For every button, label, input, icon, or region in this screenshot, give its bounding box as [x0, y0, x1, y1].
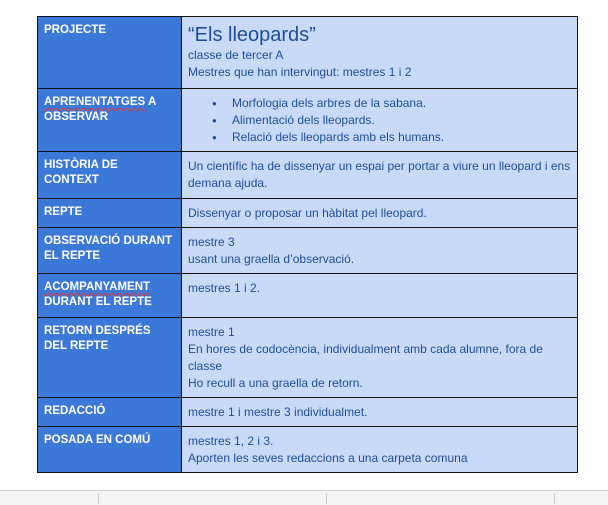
- table-row: [38, 398, 578, 427]
- row-label: HISTÒRIA DE CONTEXT: [38, 152, 182, 199]
- row-value[interactable]: [182, 152, 578, 199]
- bullet-list: [188, 95, 571, 146]
- row-label: REDACCIÓ: [38, 398, 182, 427]
- row-value[interactable]: [182, 398, 578, 427]
- value-line: classe de tercer A: [188, 48, 284, 62]
- value-line: mestre 3: [188, 235, 235, 249]
- row-value[interactable]: [182, 274, 578, 318]
- row-label: REPTE: [38, 199, 182, 228]
- row-label: [38, 274, 182, 318]
- toolbar-divider: [98, 494, 99, 504]
- label-rest: A OBSERVAR: [44, 96, 156, 123]
- row-value[interactable]: [182, 89, 578, 152]
- table-row: [38, 228, 578, 274]
- value-line: Mestres que han intervingut: mestres 1 i 2: [188, 65, 412, 79]
- value-line: mestre 1 i mestre 3 individualmet.: [188, 405, 368, 419]
- row-label: POSADA EN COMÚ: [38, 427, 182, 473]
- table-row: [38, 89, 578, 152]
- value-line: Un científic ha de dissenyar un espai per portar a viure un lleopard i ens demana ajuda.: [188, 159, 571, 190]
- value-line: mestres 1 i 2.: [188, 281, 261, 295]
- project-title: “Els lleopards”: [188, 24, 316, 46]
- value-line: mestres 1, 2 i 3.: [188, 434, 274, 448]
- value-line: Aporten les seves redaccions a una carpeta comuna: [188, 451, 468, 465]
- value-line: En hores de codocència, individualment amb cada alumne, fora de classe: [188, 342, 543, 373]
- value-line: usant una graella d’observació.: [188, 252, 355, 266]
- list-item: ● Morfologia dels arbres de la sabana.: [232, 95, 571, 112]
- row-value[interactable]: [182, 228, 578, 274]
- value-line: Ho recull a una graella de retorn.: [188, 376, 363, 390]
- row-label: [38, 89, 182, 152]
- table-row: [38, 274, 578, 318]
- table-row: [38, 17, 578, 89]
- row-value[interactable]: [182, 17, 578, 89]
- row-value[interactable]: [182, 199, 578, 228]
- table-row: [38, 199, 578, 228]
- spellcheck-word: ACOMPANYAMENT: [44, 281, 151, 293]
- value-line: mestre 1: [188, 325, 235, 339]
- bottom-toolbar: [0, 490, 608, 505]
- toolbar-divider: [326, 494, 327, 504]
- row-value[interactable]: [182, 318, 578, 398]
- spellcheck-word: APRENENTATGES: [44, 96, 146, 108]
- toolbar-divider: [554, 494, 555, 504]
- value-line: Dissenyar o proposar un hàbitat pel lleopard.: [188, 206, 427, 220]
- row-label: PROJECTE: [38, 17, 182, 89]
- list-item: ● Alimentació dels lleopards.: [232, 112, 571, 129]
- project-table: [37, 16, 578, 473]
- row-label: OBSERVACIÓ DURANT EL REPTE: [38, 228, 182, 274]
- list-item: ● Relació dels lleopards amb els humans.: [232, 129, 571, 146]
- table-row: [38, 152, 578, 199]
- label-rest: DURANT EL REPTE: [44, 296, 152, 308]
- row-value[interactable]: [182, 427, 578, 473]
- table-row: [38, 318, 578, 398]
- table-row: [38, 427, 578, 473]
- row-label: RETORN DESPRÉS DEL REPTE: [38, 318, 182, 398]
